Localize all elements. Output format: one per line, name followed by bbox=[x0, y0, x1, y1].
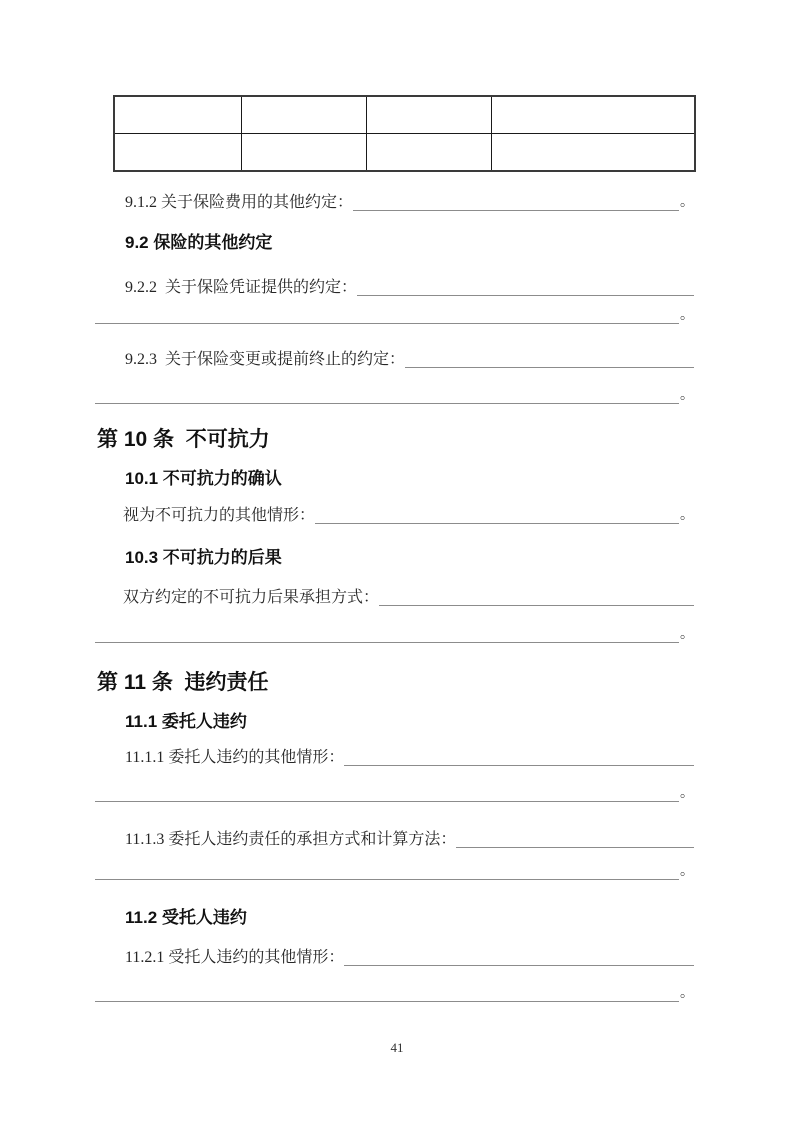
heading-10-3: 10.3 不可抗力的后果 bbox=[125, 548, 282, 567]
period: 。 bbox=[680, 308, 694, 323]
clause-9-1-2 bbox=[125, 193, 694, 213]
blank-underline bbox=[315, 506, 679, 524]
heading-clause-10: 第 10 条 不可抗力 bbox=[97, 428, 270, 451]
clause-label: 9.1.2 关于保险费用的其他约定： bbox=[125, 194, 354, 211]
table-cell bbox=[114, 96, 241, 134]
continuation-line bbox=[95, 784, 694, 804]
clause-label: 视为不可抗力的其他情形： bbox=[123, 507, 316, 524]
continuation-line bbox=[95, 862, 694, 882]
period: 。 bbox=[680, 508, 694, 523]
table-cell bbox=[241, 134, 366, 172]
blank-underline bbox=[95, 784, 679, 802]
period: 。 bbox=[680, 195, 694, 210]
clause-10-1 bbox=[123, 506, 694, 526]
clause-label: 9.2.2 关于保险凭证提供的约定： bbox=[125, 279, 358, 296]
period: 。 bbox=[680, 986, 694, 1001]
period: 。 bbox=[680, 388, 694, 403]
blank-underline bbox=[95, 984, 679, 1002]
table-cell bbox=[491, 96, 695, 134]
period: 。 bbox=[680, 864, 694, 879]
page-number: 41 bbox=[390, 1040, 404, 1055]
clause-9-2-2 bbox=[125, 278, 694, 298]
heading-11-2: 11.2 受托人违约 bbox=[125, 908, 247, 927]
continuation-line bbox=[95, 386, 694, 406]
blank-underline bbox=[344, 748, 694, 766]
insurance-blank-table bbox=[113, 95, 696, 172]
continuation-line bbox=[95, 306, 694, 326]
clause-11-2-1 bbox=[125, 948, 694, 968]
blank-underline bbox=[405, 350, 694, 368]
clause-label: 双方约定的不可抗力后果承担方式： bbox=[123, 589, 380, 606]
table-cell bbox=[491, 134, 695, 172]
clause-10-3 bbox=[123, 588, 694, 608]
blank-underline bbox=[456, 830, 694, 848]
blank-underline bbox=[95, 306, 679, 324]
table-row bbox=[114, 134, 695, 172]
heading-clause-11: 第 11 条 违约责任 bbox=[97, 671, 269, 694]
clause-label: 11.2.1 受托人违约的其他情形： bbox=[125, 949, 345, 966]
blank-underline bbox=[95, 862, 679, 880]
heading-10-1: 10.1 不可抗力的确认 bbox=[125, 469, 282, 488]
continuation-line bbox=[95, 984, 694, 1004]
continuation-line bbox=[95, 625, 694, 645]
clause-9-2-3 bbox=[125, 350, 694, 370]
blank-underline bbox=[95, 625, 679, 643]
table-cell bbox=[114, 134, 241, 172]
clause-label: 9.2.3 关于保险变更或提前终止的约定： bbox=[125, 351, 406, 368]
table-row bbox=[114, 96, 695, 134]
table-cell bbox=[366, 134, 491, 172]
blank-underline bbox=[353, 193, 679, 211]
blank-underline bbox=[344, 948, 694, 966]
clause-label: 11.1.3 委托人违约责任的承担方式和计算方法： bbox=[125, 831, 457, 848]
clause-11-1-1 bbox=[125, 748, 694, 768]
heading-11-1: 11.1 委托人违约 bbox=[125, 712, 247, 731]
period: 。 bbox=[680, 627, 694, 642]
heading-9-2: 9.2 保险的其他约定 bbox=[125, 233, 273, 252]
blank-underline bbox=[95, 386, 679, 404]
blank-underline bbox=[379, 588, 694, 606]
clause-label: 11.1.1 委托人违约的其他情形： bbox=[125, 749, 345, 766]
clause-11-1-3 bbox=[125, 830, 694, 850]
table-cell bbox=[241, 96, 366, 134]
blank-underline bbox=[357, 278, 694, 296]
table-cell bbox=[366, 96, 491, 134]
period: 。 bbox=[680, 786, 694, 801]
